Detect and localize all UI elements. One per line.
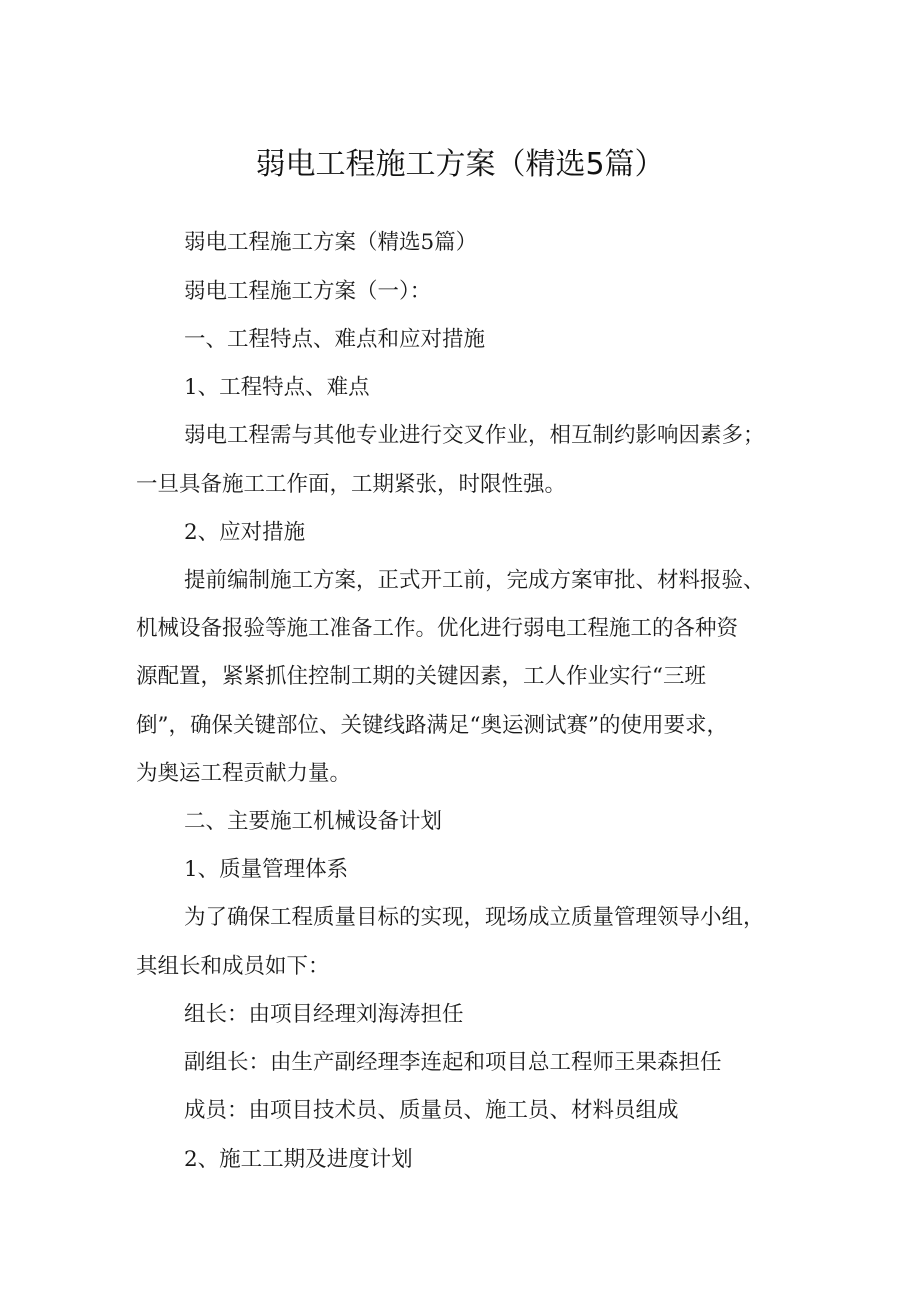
subsection-heading: 2、施工工期及进度计划 — [184, 1147, 413, 1172]
section-heading: 一、工程特点、难点和应对措施 — [184, 327, 486, 352]
paragraph-line: 副组长：由生产副经理李连起和项目总工程师王果森担任 — [184, 1050, 722, 1075]
paragraph-line: 弱电工程施工方案（精选5篇） — [184, 230, 478, 255]
section-heading: 二、主要施工机械设备计划 — [184, 809, 443, 834]
paragraph-line: 为了确保工程质量目标的实现，现场成立质量管理领导小组， — [184, 905, 765, 930]
paragraph-line: 为奥运工程贡献力量。 — [136, 761, 352, 786]
paragraph-line: 组长：由项目经理刘海涛担任 — [184, 1002, 464, 1027]
paragraph-line: 一旦具备施工工作面，工期紧张，时限性强。 — [136, 472, 567, 497]
subsection-heading: 2、应对措施 — [184, 520, 306, 545]
subsection-heading: 1、质量管理体系 — [184, 857, 349, 882]
paragraph-line: 弱电工程施工方案（一）： — [184, 279, 432, 304]
paragraph-line: 其组长和成员如下： — [136, 954, 330, 979]
paragraph-line: 弱电工程需与其他专业进行交叉作业，相互制约影响因素多； — [184, 423, 765, 448]
paragraph-line: 成员：由项目技术员、质量员、施工员、材料员组成 — [184, 1098, 679, 1123]
document-title: 弱电工程施工方案（精选5篇） — [255, 147, 665, 182]
paragraph-line: 倒”，确保关键部位、关键线路满足“奥运测试赛”的使用要求， — [136, 713, 728, 738]
paragraph-line: 源配置，紧紧抓住控制工期的关键因素，工人作业实行“三班 — [136, 664, 706, 689]
subsection-heading: 1、工程特点、难点 — [184, 375, 370, 400]
paragraph-line: 机械设备报验等施工准备工作。优化进行弱电工程施工的各种资 — [136, 616, 739, 641]
paragraph-line: 提前编制施工方案，正式开工前，完成方案审批、材料报验、 — [184, 568, 765, 593]
